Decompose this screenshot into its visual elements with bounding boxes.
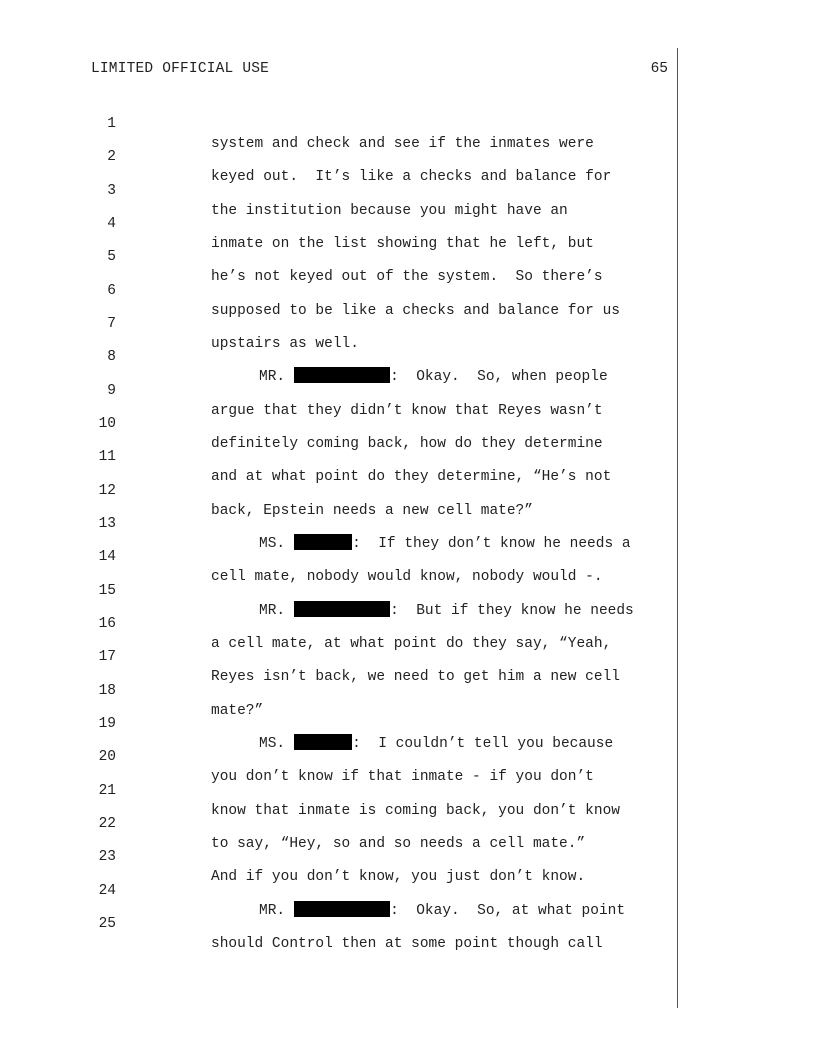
line-number: 20	[98, 749, 116, 765]
transcript-line	[0, 894, 816, 952]
line-number: 21	[98, 783, 116, 799]
line-number: 8	[107, 349, 116, 365]
speaker-remark: : If they don’t know he needs a	[352, 536, 631, 552]
transcript-line	[0, 861, 816, 919]
classification-header: LIMITED OFFICIAL USE	[91, 61, 270, 77]
line-text: a cell mate, at what point do they say, “Yeah,	[211, 636, 612, 652]
line-number: 17	[98, 649, 116, 665]
transcript-line	[0, 461, 816, 519]
line-text: he’s not keyed out of the system. So there’s	[211, 269, 603, 285]
speaker-title: MS.	[259, 536, 286, 552]
speaker-remark: : Okay. So, at what point	[390, 903, 626, 919]
line-number: 12	[98, 483, 116, 499]
transcript-line	[0, 627, 816, 685]
speaker-remark: : Okay. So, when people	[390, 369, 608, 385]
line-text: supposed to be like a checks and balance for us	[211, 303, 620, 319]
line-text: mate?”	[211, 703, 264, 719]
transcript-line	[0, 361, 816, 419]
line-number: 1	[107, 116, 116, 132]
line-number: 6	[107, 283, 116, 299]
line-text: system and check and see if the inmates were	[211, 136, 594, 152]
transcript-line	[0, 761, 816, 819]
line-text: know that inmate is coming back, you don’t know	[211, 803, 620, 819]
line-number: 7	[107, 316, 116, 332]
transcript-line	[0, 327, 816, 385]
transcript-line	[0, 161, 816, 219]
speaker-title: MR.	[259, 903, 286, 919]
line-number: 2	[107, 149, 116, 165]
speaker-remark: : But if they know he needs	[390, 603, 634, 619]
line-text: the institution because you might have an	[211, 203, 568, 219]
line-text: inmate on the list showing that he left, but	[211, 236, 594, 252]
transcript-line	[0, 294, 816, 352]
transcript-line	[0, 494, 816, 552]
line-number: 19	[98, 716, 116, 732]
line-number: 11	[98, 449, 116, 465]
line-number: 18	[98, 683, 116, 699]
transcript-line	[0, 94, 816, 152]
line-text: definitely coming back, how do they determine	[211, 436, 603, 452]
line-number: 25	[98, 916, 116, 932]
line-text: and at what point do they determine, “He’s not	[211, 469, 612, 485]
line-number: 24	[98, 883, 116, 899]
transcript-line	[0, 561, 816, 619]
transcript-line	[0, 394, 816, 452]
transcript-line	[0, 194, 816, 252]
transcript-line	[0, 661, 816, 719]
transcript-line	[0, 594, 816, 652]
speaker-title: MS.	[259, 736, 286, 752]
line-text: upstairs as well.	[211, 336, 359, 352]
line-number: 22	[98, 816, 116, 832]
line-number: 9	[107, 383, 116, 399]
line-text: argue that they didn’t know that Reyes wasn’t	[211, 403, 603, 419]
transcript-line	[0, 794, 816, 852]
line-text: back, Epstein needs a new cell mate?”	[211, 503, 533, 519]
line-number: 4	[107, 216, 116, 232]
transcript-line	[0, 261, 816, 319]
line-number: 15	[98, 583, 116, 599]
transcript-line	[0, 694, 816, 752]
speaker-remark: : I couldn’t tell you because	[352, 736, 614, 752]
transcript-line	[0, 227, 816, 285]
line-number: 10	[98, 416, 116, 432]
transcript-line	[0, 127, 816, 185]
line-number: 16	[98, 616, 116, 632]
line-number: 5	[107, 249, 116, 265]
page-number: 65	[650, 61, 668, 77]
line-text: Reyes isn’t back, we need to get him a new cell	[211, 669, 620, 685]
transcript-line	[0, 427, 816, 485]
line-text: keyed out. It’s like a checks and balance for	[211, 169, 612, 185]
speaker-title: MR.	[259, 603, 286, 619]
line-number: 3	[107, 183, 116, 199]
line-text: to say, “Hey, so and so needs a cell mate.”	[211, 836, 586, 852]
line-number: 13	[98, 516, 116, 532]
line-text: should Control then at some point though call	[211, 936, 603, 952]
transcript-line	[0, 827, 816, 885]
speaker-title: MR.	[259, 369, 286, 385]
line-text: And if you don’t know, you just don’t know.	[211, 869, 586, 885]
line-number: 14	[98, 549, 116, 565]
transcript-line	[0, 527, 816, 585]
transcript-line	[0, 727, 816, 785]
line-number: 23	[98, 849, 116, 865]
line-text: you don’t know if that inmate - if you don’t	[211, 769, 594, 785]
line-text: cell mate, nobody would know, nobody would -.	[211, 569, 603, 585]
